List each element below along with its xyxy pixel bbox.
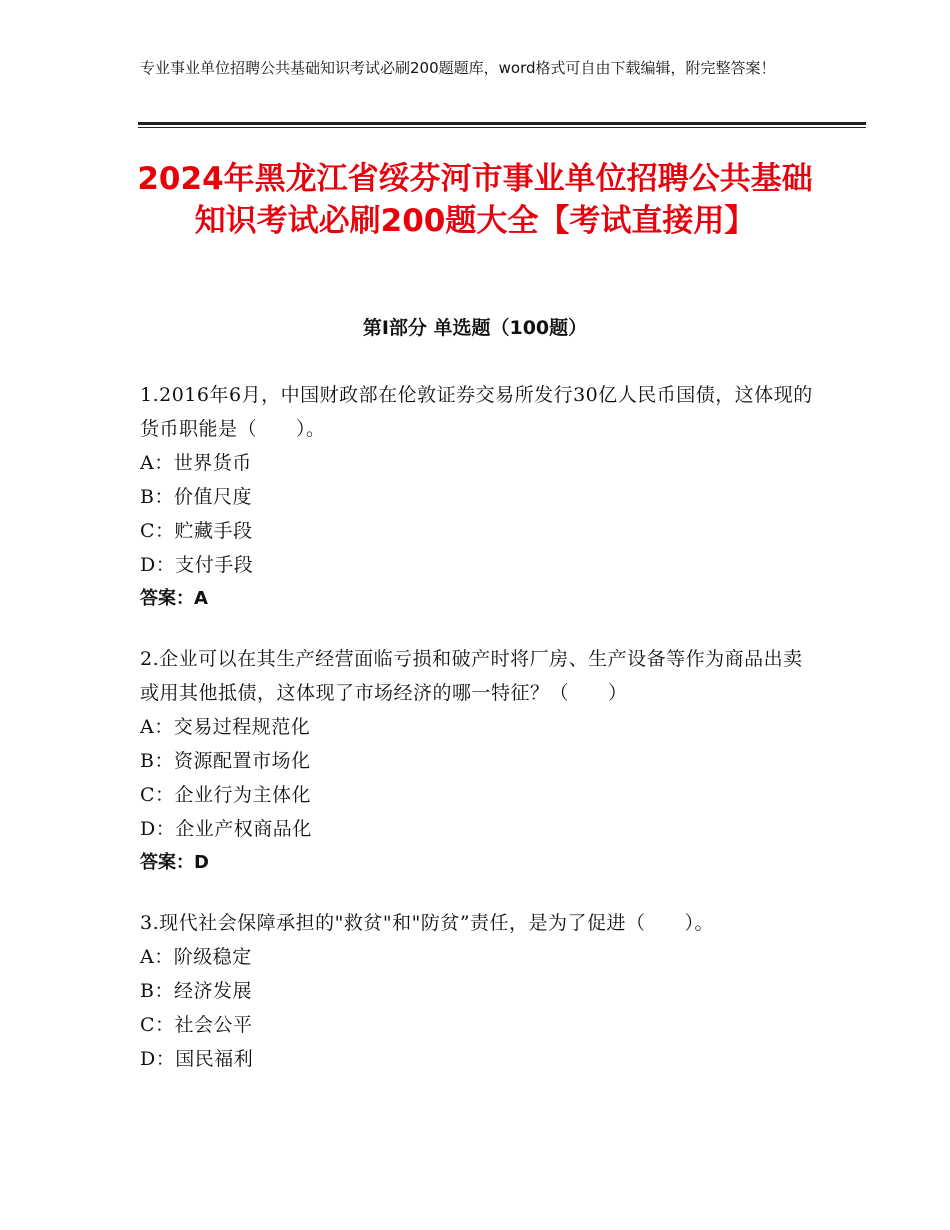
answer-line: 答案：A [140, 588, 208, 609]
section-heading: 第Ⅰ部分 单选题（100题） [362, 317, 588, 339]
option-c: C：贮藏手段 [140, 520, 253, 542]
option-b: B：经济发展 [140, 980, 252, 1002]
option-c: C：企业行为主体化 [140, 784, 312, 806]
question-1 [140, 378, 820, 616]
question-3 [140, 906, 820, 1076]
option-b: B：资源配置市场化 [140, 750, 311, 772]
header-note: 专业事业单位招聘公共基础知识考试必刷200题题库，word格式可自由下载编辑，附完整答案！ [140, 59, 776, 77]
option-a: A：世界货币 [140, 452, 252, 474]
option-d: D：支付手段 [140, 554, 254, 576]
option-b: B：价值尺度 [140, 486, 252, 508]
answer-line: 答案：D [140, 852, 209, 873]
header-rule-thick [138, 122, 866, 125]
question-stem: 1.2016年6月，中国财政部在伦敦证券交易所发行30亿人民币国债，这体现的货币职能是（ ）。 [140, 384, 813, 440]
question-stem: 2.企业可以在其生产经营面临亏损和破产时将厂房、生产设备等作为商品出卖或用其他抵债，这体现了市场经济的哪一特征？（ ） [140, 648, 803, 704]
document-title: 2024年黑龙江省绥芬河市事业单位招聘公共基础知识考试必刷200题大全【考试直接用】 [137, 161, 813, 239]
header-rule-thin [138, 127, 866, 128]
option-a: A：阶级稳定 [140, 946, 252, 968]
option-d: D：国民福利 [140, 1048, 254, 1070]
option-d: D：企业产权商品化 [140, 818, 312, 840]
option-c: C：社会公平 [140, 1014, 253, 1036]
question-2 [140, 642, 820, 880]
option-a: A：交易过程规范化 [140, 716, 311, 738]
question-list [140, 378, 820, 1102]
question-stem: 3.现代社会保障承担的"救贫"和"防贫”责任，是为了促进（ ）。 [140, 912, 715, 934]
